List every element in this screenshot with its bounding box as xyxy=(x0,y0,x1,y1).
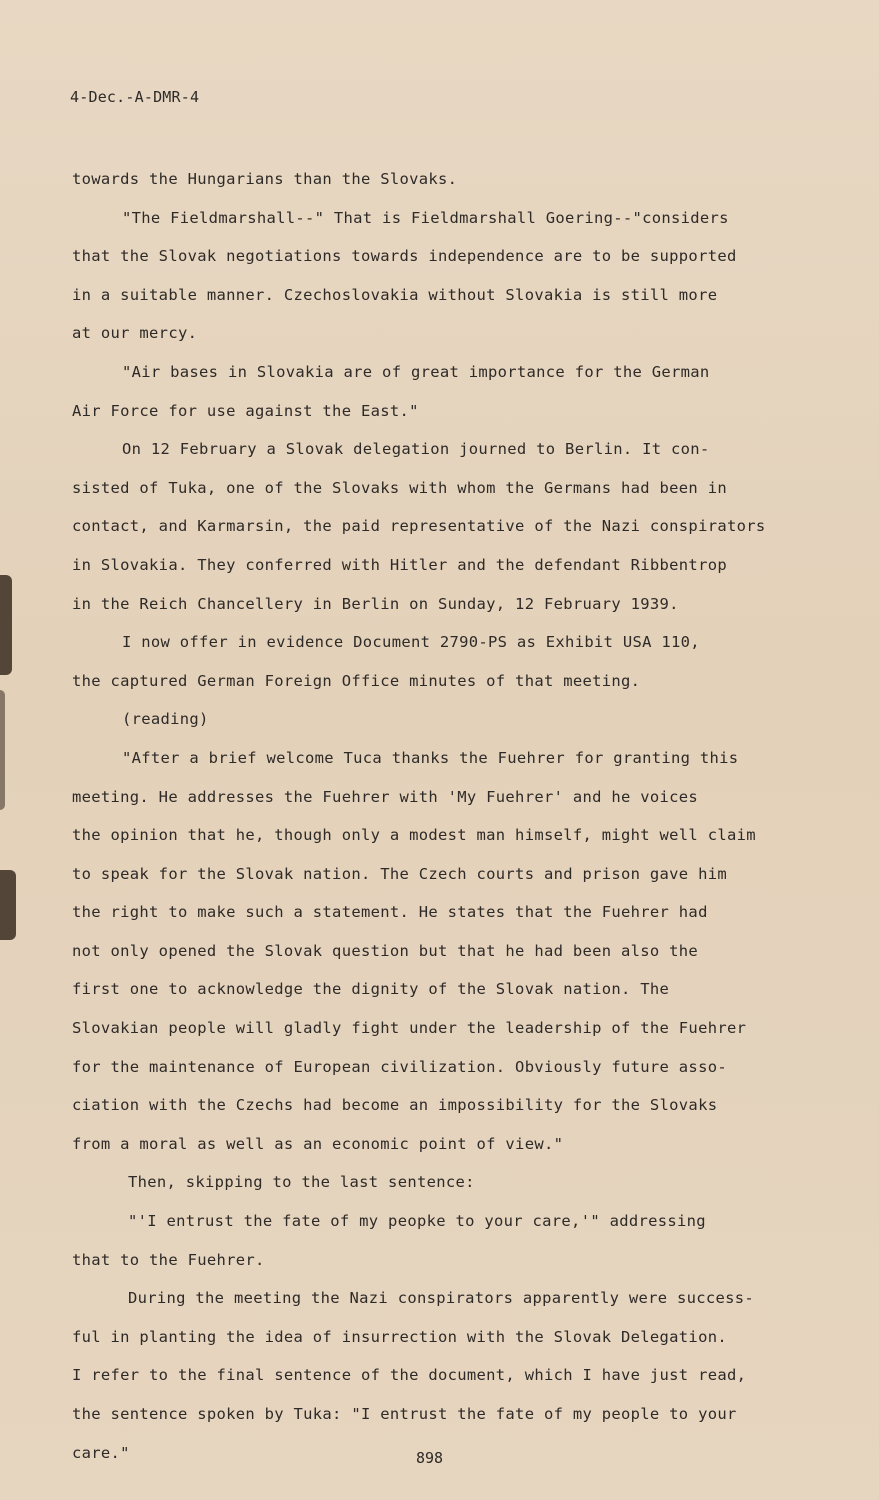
text-line: ciation with the Czechs had become an impossibility for the Slovaks xyxy=(72,1096,718,1115)
text-line: that the Slovak negotiations towards independence are to be supported xyxy=(72,247,737,266)
text-line: contact, and Karmarsin, the paid representative of the Nazi conspirators xyxy=(72,517,766,536)
text-line: During the meeting the Nazi conspirators apparently were success- xyxy=(128,1289,755,1308)
text-line: meeting. He addresses the Fuehrer with 'My Fuehrer' and he voices xyxy=(72,787,699,806)
text-line: the captured German Foreign Office minutes of that meeting. xyxy=(72,671,641,690)
text-line: care." xyxy=(72,1443,130,1462)
document-body xyxy=(72,160,792,1472)
text-line: towards the Hungarians than the Slovaks. xyxy=(72,170,458,188)
text-line: the opinion that he, though only a modest man himself, might well claim xyxy=(72,826,756,845)
edge-stain xyxy=(0,870,16,940)
text-line: "After a brief welcome Tuca thanks the Fuehrer for granting this xyxy=(122,748,739,767)
text-line: from a moral as well as an economic point of view." xyxy=(72,1134,564,1153)
text-line: On 12 February a Slovak delegation journed to Berlin. It con- xyxy=(122,440,710,459)
page-number: 898 xyxy=(416,1449,444,1467)
text-line: Then, skipping to the last sentence: xyxy=(128,1173,475,1192)
text-line: I now offer in evidence Document 2790-PS as Exhibit USA 110, xyxy=(122,633,700,652)
text-line: that to the Fuehrer. xyxy=(72,1250,265,1269)
text-line: the sentence spoken by Tuka: "I entrust the fate of my people to your xyxy=(72,1405,737,1423)
text-line: "The Fieldmarshall--" That is Fieldmarshall Goering--"considers xyxy=(122,208,729,227)
text-line: (reading) xyxy=(122,710,209,729)
document-header-code: 4-Dec.-A-DMR-4 xyxy=(70,88,200,106)
text-line: "Air bases in Slovakia are of great importance for the German xyxy=(122,362,710,381)
text-line: first one to acknowledge the dignity of the Slovak nation. The xyxy=(72,980,670,999)
edge-stain xyxy=(0,690,5,810)
text-line: I refer to the final sentence of the document, which I have just read, xyxy=(72,1366,747,1385)
text-line: in the Reich Chancellery in Berlin on Sunday, 12 February 1939. xyxy=(72,594,679,613)
text-line: in Slovakia. They conferred with Hitler and the defendant Ribbentrop xyxy=(72,555,727,574)
text-line: for the maintenance of European civilization. Obviously future asso- xyxy=(72,1057,727,1076)
text-line: not only opened the Slovak question but that he had been also the xyxy=(72,941,699,960)
text-line: ful in planting the idea of insurrection with the Slovak Delegation. xyxy=(72,1327,727,1346)
text-line: Air Force for use against the East." xyxy=(72,401,419,420)
edge-stain xyxy=(0,575,12,675)
text-line: to speak for the Slovak nation. The Czech courts and prison gave him xyxy=(72,864,727,883)
text-line: sisted of Tuka, one of the Slovaks with whom the Germans had been in xyxy=(72,478,727,497)
text-line: the right to make such a statement. He states that the Fuehrer had xyxy=(72,903,708,922)
text-line: in a suitable manner. Czechoslovakia without Slovakia is still more xyxy=(72,285,718,304)
text-line: at our mercy. xyxy=(72,324,198,343)
text-line: "'I entrust the fate of my peopke to your care,'" addressing xyxy=(128,1212,706,1231)
text-line: Slovakian people will gladly fight under the leadership of the Fuehrer xyxy=(72,1019,747,1038)
